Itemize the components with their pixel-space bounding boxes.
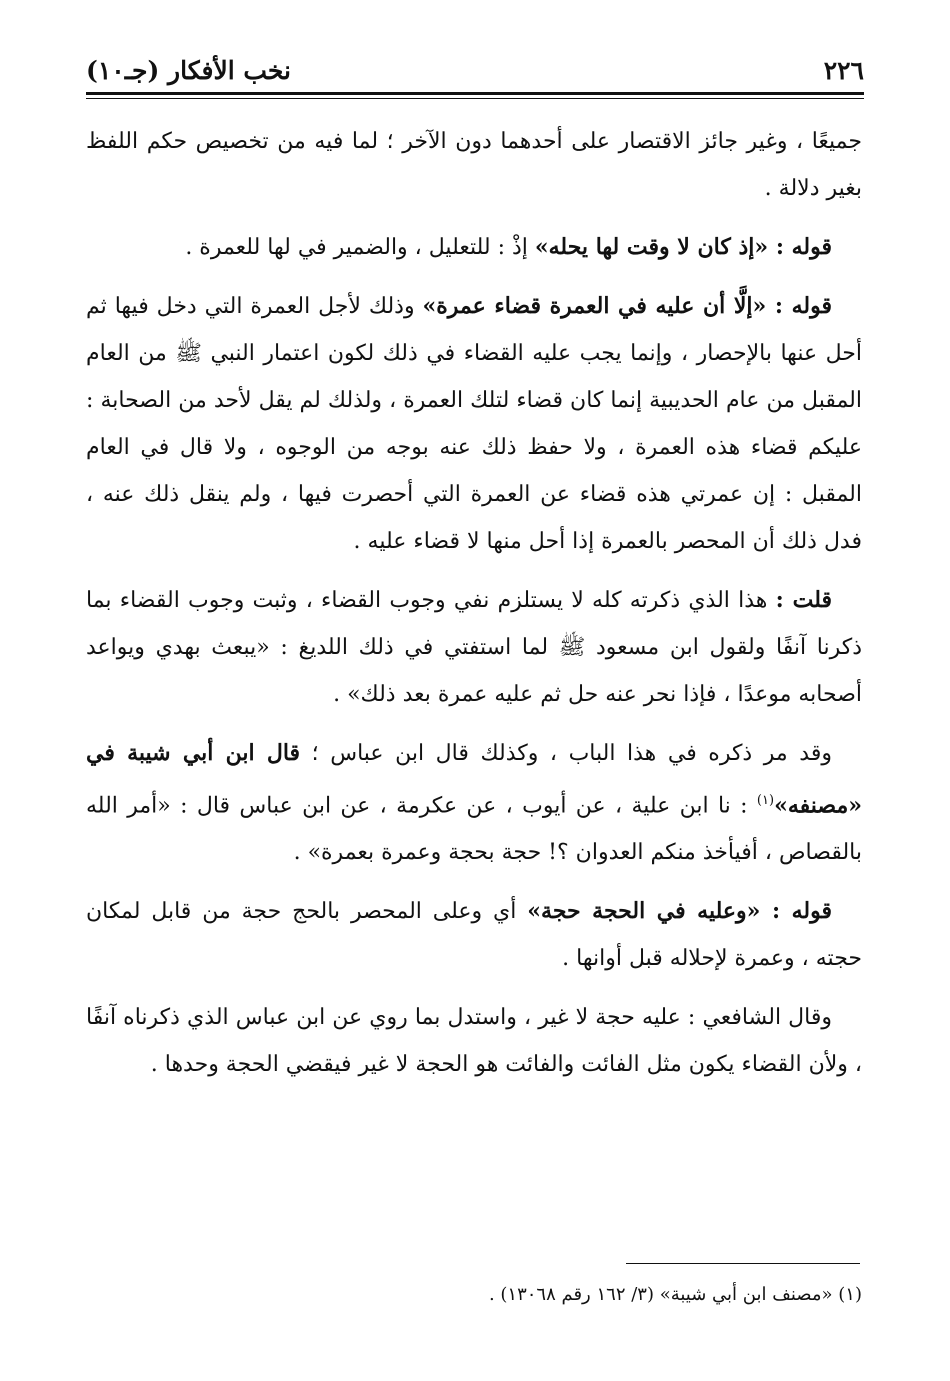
paragraph-text: وقد مر ذكره في هذا الباب ، وكذلك قال ابن عباس ؛ bbox=[300, 741, 832, 766]
paragraph-text: وذلك لأجل العمرة التي دخل فيها ثم أحل عنها بالإحصار ، وإنما يجب عليه القضاء في ذلك لكون اعتمار النبي ﷺ من العام المقبل من عام الحديبية إنما كان قضاء لتلك العمرة ، ولذلك لم يقل لأحد من الصحابة : عليكم قضاء هذه العمرة ، ولا حفظ ذلك عنه بوجه من الوجوه ، ولا قال في العام المقبل : إن عمرتي هذه قضاء عن العمرة التي أحصرت فيها ، ولم ينقل ذلك عنه ، فدل ذلك أن المحصر بالعمرة إذا أحل منها لا قضاء عليه . bbox=[86, 294, 862, 554]
paragraph-text: هذا الذي ذكرته كله لا يستلزم نفي وجوب القضاء ، وثبت وجوب القضاء بما ذكرنا آنفًا ولقول ابن مسعود ﷺ لما استفتي في ذلك اللديغ : «يبعث بهدي ويواعد أصحابه موعدًا ، فإذا نحر عنه حل ثم عليه عمرة بعد ذلك» . bbox=[86, 588, 862, 707]
quote-lead: قوله : «إلَّا أن عليه في العمرة قضاء عمرة» bbox=[422, 293, 832, 319]
citation-lead: قال ابن أبي شيبة في «مصنفه» bbox=[86, 740, 862, 819]
page-number: ٢٢٦ bbox=[823, 56, 864, 85]
footnote-separator bbox=[626, 1263, 860, 1264]
paragraph-4 bbox=[86, 577, 862, 718]
quote-lead: قلت : bbox=[775, 587, 832, 613]
book-title: نخب الأفكار (جـ١٠) bbox=[86, 56, 292, 85]
paragraph-text: جميعًا ، وغير جائز الاقتصار على أحدهما دون الآخر ؛ لما فيه من تخصيص حكم اللفظ بغير دلالة . bbox=[86, 129, 862, 201]
header-rule-thick bbox=[86, 92, 864, 95]
header-rule-thin bbox=[86, 98, 864, 99]
paragraph-text: وقال الشافعي : عليه حجة لا غير ، واستدل بما روي عن ابن عباس الذي ذكرناه آنفًا ، ولأن القضاء يكون مثل الفائت والفائت هو الحجة لا غير فيقضي الحجة وحدها . bbox=[86, 1005, 862, 1078]
paragraph-2 bbox=[86, 224, 862, 271]
paragraph-text: أي وعلى المحصر بالحج حجة من قابل لمكان حجته ، وعمرة لإحلاله قبل أوانها . bbox=[86, 899, 862, 972]
page-body bbox=[86, 118, 862, 1100]
footnote-ref[interactable]: (١) bbox=[756, 793, 775, 808]
page-header bbox=[86, 56, 864, 85]
paragraph-3 bbox=[86, 283, 862, 565]
paragraph-1 bbox=[86, 118, 862, 212]
footnote: (١) «مصنف ابن أبي شيبة» (٣/ ١٦٢ رقم ١٣٠٦٨) . bbox=[488, 1284, 862, 1305]
paragraph-text: : نا ابن علية ، عن أيوب ، عن عكرمة ، عن ابن عباس قال : «أمر الله بالقصاص ، أفيأخذ منكم العدوان ؟! حجة بحجة وعمرة بعمرة» . bbox=[86, 793, 862, 866]
paragraph-5 bbox=[86, 730, 862, 876]
paragraph-6 bbox=[86, 888, 862, 982]
paragraph-7 bbox=[86, 994, 862, 1088]
quote-lead: قوله : «إذ كان لا وقت لها يحله» bbox=[534, 234, 832, 260]
paragraph-text: إذْ : للتعليل ، والضمير في لها للعمرة . bbox=[185, 235, 535, 260]
quote-lead: قوله : «وعليه في الحجة حجة» bbox=[527, 898, 832, 925]
